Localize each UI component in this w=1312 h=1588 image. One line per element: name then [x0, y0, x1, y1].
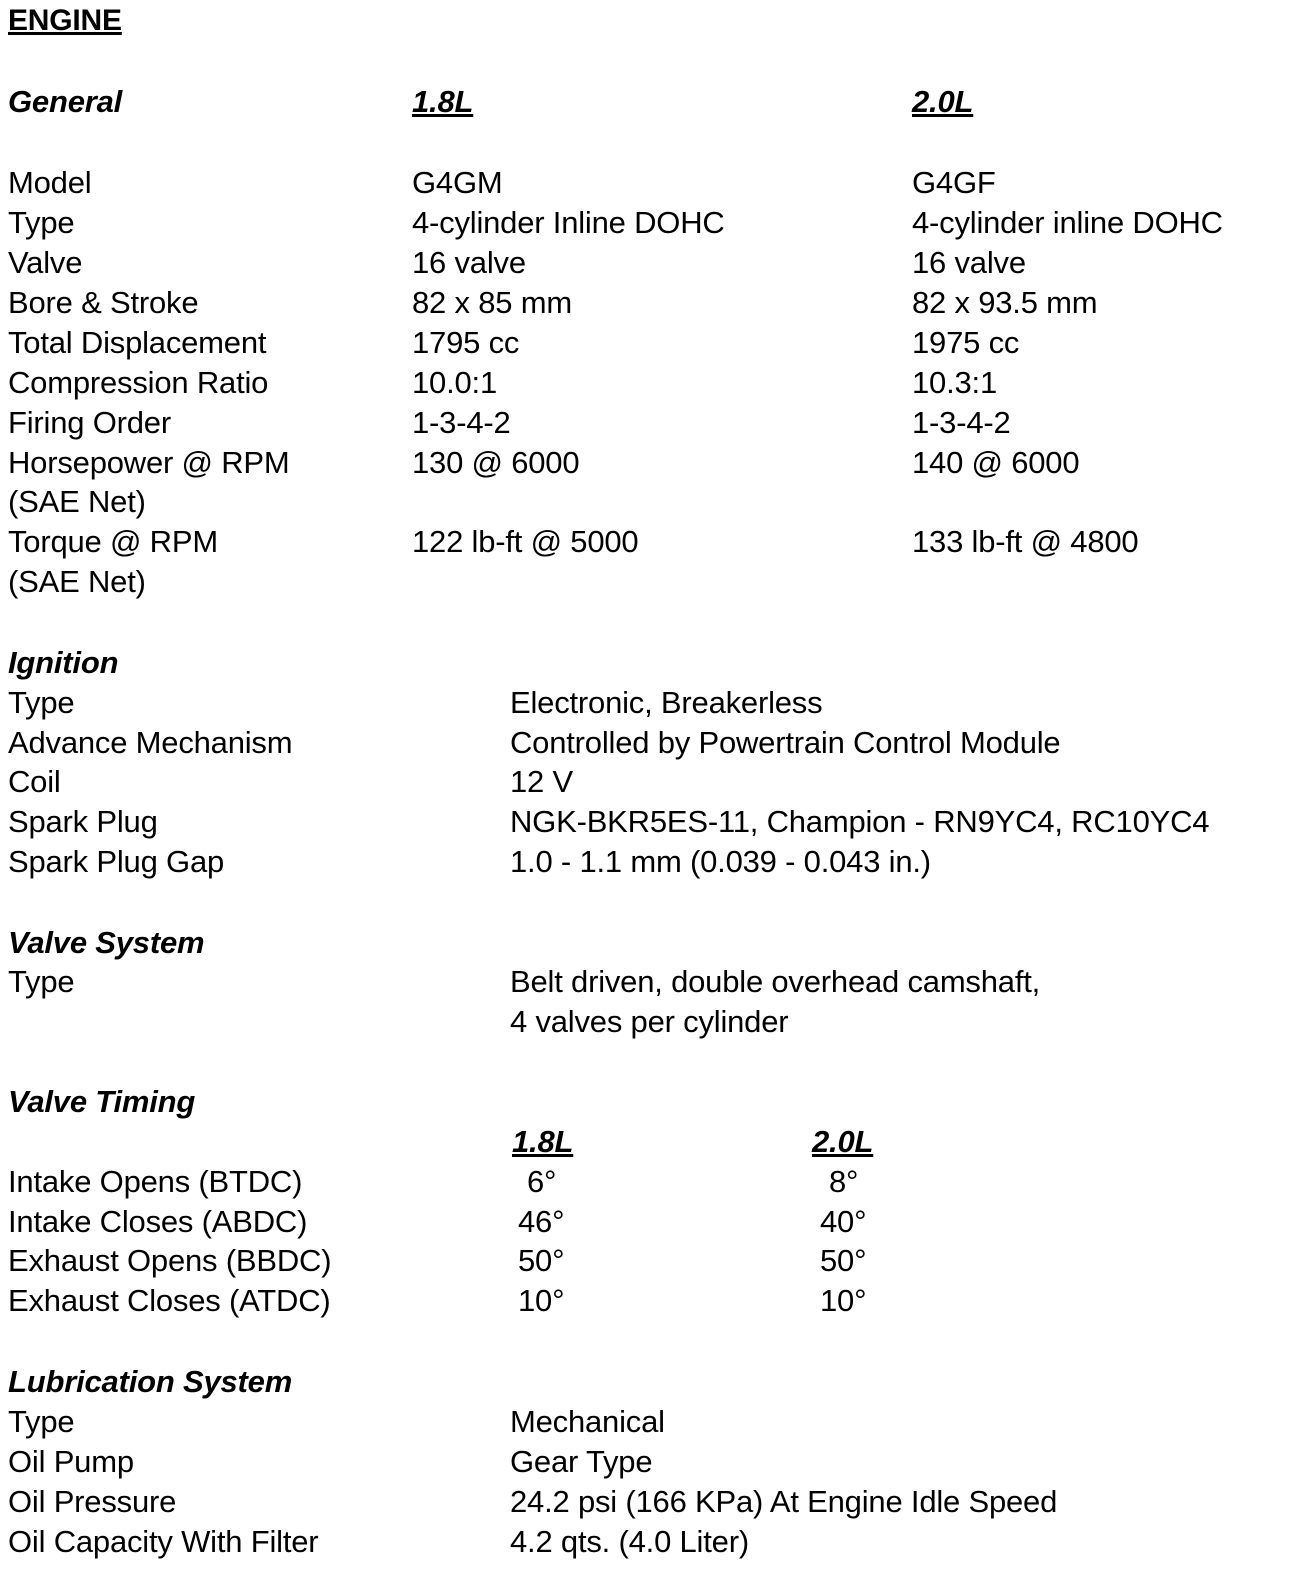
general-col-header-1: 1.8L	[412, 84, 474, 119]
general-v1-firing-order: 1-3-4-2	[412, 405, 511, 440]
valve-timing-col-header-1: 1.8L	[512, 1124, 574, 1159]
general-label-horsepower: Horsepower @ RPM	[8, 445, 290, 480]
general-col-header-2: 2.0L	[912, 84, 974, 119]
general-label-torque: Torque @ RPM	[8, 524, 218, 559]
valve-timing-v1-exhaust-closes: 10°	[518, 1283, 565, 1318]
valve-timing-label-exhaust-opens: Exhaust Opens (BBDC)	[8, 1243, 332, 1278]
valve-timing-heading: Valve Timing	[8, 1084, 196, 1119]
ignition-value-spark-gap: 1.0 - 1.1 mm (0.039 - 0.043 in.)	[510, 844, 931, 879]
general-v2-firing-order: 1-3-4-2	[912, 405, 1011, 440]
general-label-displacement: Total Displacement	[8, 325, 267, 360]
valve-system-heading: Valve System	[8, 925, 205, 960]
valve-timing-v2-intake-opens: 8°	[829, 1164, 859, 1199]
general-label-horsepower-sub: (SAE Net)	[8, 484, 146, 519]
general-v1-type: 4-cylinder Inline DOHC	[412, 205, 725, 240]
general-v2-type: 4-cylinder inline DOHC	[912, 205, 1223, 240]
valve-system-value-type: Belt driven, double overhead camshaft,	[510, 964, 1041, 999]
valve-timing-v1-intake-opens: 6°	[527, 1164, 557, 1199]
general-v2-torque: 133 lb-ft @ 4800	[912, 524, 1139, 559]
general-v2-compression: 10.3:1	[912, 365, 997, 400]
general-heading: General	[8, 84, 123, 119]
ignition-heading: Ignition	[8, 645, 119, 680]
ignition-label-coil: Coil	[8, 764, 61, 799]
lubrication-label-type: Type	[8, 1404, 75, 1439]
general-label-model: Model	[8, 165, 92, 200]
valve-timing-v1-intake-closes: 46°	[518, 1204, 565, 1239]
lubrication-label-oil-pump: Oil Pump	[8, 1444, 134, 1479]
lubrication-value-oil-capacity: 4.2 qts. (4.0 Liter)	[510, 1524, 749, 1559]
valve-system-value-type-line2: 4 valves per cylinder	[510, 1004, 789, 1039]
page-title: ENGINE	[8, 4, 122, 37]
general-v1-bore-stroke: 82 x 85 mm	[412, 285, 572, 320]
lubrication-label-oil-capacity: Oil Capacity With Filter	[8, 1524, 319, 1559]
general-v2-bore-stroke: 82 x 93.5 mm	[912, 285, 1098, 320]
lubrication-value-type: Mechanical	[510, 1404, 665, 1439]
ignition-label-type: Type	[8, 685, 75, 720]
general-v1-torque: 122 lb-ft @ 5000	[412, 524, 639, 559]
general-v1-horsepower: 130 @ 6000	[412, 445, 580, 480]
lubrication-label-oil-pressure: Oil Pressure	[8, 1484, 177, 1519]
ignition-label-spark-gap: Spark Plug Gap	[8, 844, 225, 879]
general-v1-valve: 16 valve	[412, 245, 526, 280]
valve-timing-v2-exhaust-opens: 50°	[820, 1243, 867, 1278]
lubrication-heading: Lubrication System	[8, 1364, 293, 1399]
general-label-torque-sub: (SAE Net)	[8, 564, 146, 599]
valve-timing-v1-exhaust-opens: 50°	[518, 1243, 565, 1278]
general-v2-horsepower: 140 @ 6000	[912, 445, 1080, 480]
valve-timing-label-intake-closes: Intake Closes (ABDC)	[8, 1204, 308, 1239]
valve-timing-label-exhaust-closes: Exhaust Closes (ATDC)	[8, 1283, 331, 1318]
general-label-valve: Valve	[8, 245, 83, 280]
general-v1-compression: 10.0:1	[412, 365, 497, 400]
general-v1-displacement: 1795 cc	[412, 325, 520, 360]
valve-timing-v2-intake-closes: 40°	[820, 1204, 867, 1239]
lubrication-value-oil-pressure: 24.2 psi (166 KPa) At Engine Idle Speed	[510, 1484, 1058, 1519]
valve-timing-v2-exhaust-closes: 10°	[820, 1283, 867, 1318]
ignition-value-advance: Controlled by Powertrain Control Module	[510, 725, 1061, 760]
general-v1-model: G4GM	[412, 165, 503, 200]
ignition-value-spark-plug: NGK-BKR5ES-11, Champion - RN9YC4, RC10YC4	[510, 804, 1210, 839]
general-v2-displacement: 1975 cc	[912, 325, 1020, 360]
valve-system-label-type: Type	[8, 964, 75, 999]
general-v2-valve: 16 valve	[912, 245, 1026, 280]
general-v2-model: G4GF	[912, 165, 996, 200]
general-label-type: Type	[8, 205, 75, 240]
general-label-bore-stroke: Bore & Stroke	[8, 285, 199, 320]
ignition-value-type: Electronic, Breakerless	[510, 685, 823, 720]
ignition-label-spark-plug: Spark Plug	[8, 804, 158, 839]
general-label-firing-order: Firing Order	[8, 405, 171, 440]
ignition-label-advance: Advance Mechanism	[8, 725, 293, 760]
valve-timing-label-intake-opens: Intake Opens (BTDC)	[8, 1164, 303, 1199]
ignition-value-coil: 12 V	[510, 764, 573, 799]
lubrication-value-oil-pump: Gear Type	[510, 1444, 653, 1479]
general-label-compression: Compression Ratio	[8, 365, 269, 400]
valve-timing-col-header-2: 2.0L	[812, 1124, 874, 1159]
